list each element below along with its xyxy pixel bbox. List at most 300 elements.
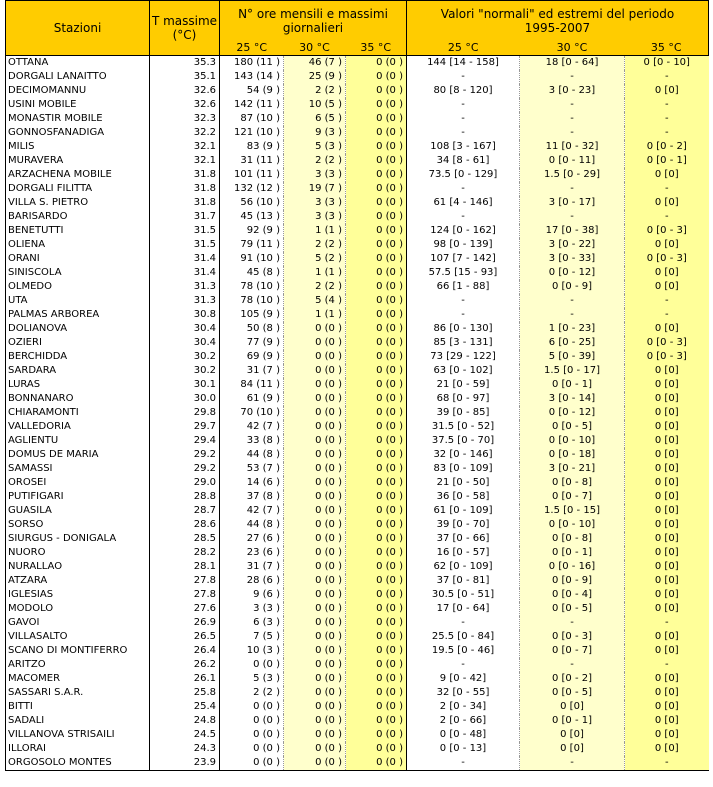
normal-30: 0 [0 - 5] xyxy=(520,602,625,616)
tmax-value: 32.1 xyxy=(150,140,220,154)
hours-25: 7 (5 ) xyxy=(220,630,284,644)
table-row xyxy=(6,126,709,140)
normal-25: 2 [0 - 66] xyxy=(407,714,520,728)
station-name: SINISCOLA xyxy=(6,266,150,280)
hours-35: 0 (0 ) xyxy=(346,168,407,182)
normal-30: 3 [0 - 33] xyxy=(520,252,625,266)
hours-30: 6 (5 ) xyxy=(284,112,346,126)
hours-35: 0 (0 ) xyxy=(346,112,407,126)
hours-35: 0 (0 ) xyxy=(346,616,407,630)
normal-25: 107 [7 - 142] xyxy=(407,252,520,266)
normal-25: 37 [0 - 81] xyxy=(407,574,520,588)
tmax-value: 35.3 xyxy=(150,55,220,70)
tmax-value: 30.1 xyxy=(150,378,220,392)
normal-35: - xyxy=(625,294,709,308)
normal-25: 61 [0 - 109] xyxy=(407,504,520,518)
tmax-value: 29.2 xyxy=(150,462,220,476)
hours-30: 0 (0 ) xyxy=(284,742,346,756)
normal-30: - xyxy=(520,308,625,322)
normal-35: 0 [0] xyxy=(625,238,709,252)
normal-30: 18 [0 - 64] xyxy=(520,55,625,70)
table-row xyxy=(6,210,709,224)
station-name: BARISARDO xyxy=(6,210,150,224)
normal-35: 0 [0] xyxy=(625,630,709,644)
hours-25: 70 (10 ) xyxy=(220,406,284,420)
hours-25: 0 (0 ) xyxy=(220,700,284,714)
hours-30: 0 (0 ) xyxy=(284,644,346,658)
normal-30: 0 [0] xyxy=(520,728,625,742)
header-normal-25: 25 °C xyxy=(407,41,520,56)
normal-35: 0 [0 - 3] xyxy=(625,350,709,364)
hours-35: 0 (0 ) xyxy=(346,238,407,252)
hours-30: 0 (0 ) xyxy=(284,476,346,490)
normal-25: - xyxy=(407,658,520,672)
normal-25: 39 [0 - 70] xyxy=(407,518,520,532)
table-row xyxy=(6,504,709,518)
normal-25: 32 [0 - 55] xyxy=(407,686,520,700)
table-row xyxy=(6,112,709,126)
hours-35: 0 (0 ) xyxy=(346,756,407,771)
hours-35: 0 (0 ) xyxy=(346,630,407,644)
normal-30: - xyxy=(520,616,625,630)
hours-35: 0 (0 ) xyxy=(346,126,407,140)
hours-35: 0 (0 ) xyxy=(346,308,407,322)
hours-30: 0 (0 ) xyxy=(284,462,346,476)
normal-30: 0 [0 - 4] xyxy=(520,588,625,602)
hours-35: 0 (0 ) xyxy=(346,574,407,588)
normal-30: 1.5 [0 - 29] xyxy=(520,168,625,182)
table-container xyxy=(5,0,709,771)
table-row xyxy=(6,168,709,182)
normal-25: 30.5 [0 - 51] xyxy=(407,588,520,602)
station-name: BERCHIDDA xyxy=(6,350,150,364)
station-name: ARZACHENA MOBILE xyxy=(6,168,150,182)
hours-35: 0 (0 ) xyxy=(346,434,407,448)
hours-25: 42 (7 ) xyxy=(220,504,284,518)
station-name: BONNANARO xyxy=(6,392,150,406)
table-row xyxy=(6,350,709,364)
normal-25: 66 [1 - 88] xyxy=(407,280,520,294)
table-row xyxy=(6,490,709,504)
hours-35: 0 (0 ) xyxy=(346,518,407,532)
table-row xyxy=(6,644,709,658)
hours-35: 0 (0 ) xyxy=(346,658,407,672)
station-name: LURAS xyxy=(6,378,150,392)
normal-35: 0 [0] xyxy=(625,574,709,588)
normal-30: 0 [0 - 1] xyxy=(520,378,625,392)
tmax-value: 35.1 xyxy=(150,70,220,84)
normal-25: - xyxy=(407,126,520,140)
hours-30: 0 (0 ) xyxy=(284,350,346,364)
tmax-value: 30.2 xyxy=(150,350,220,364)
table-row xyxy=(6,378,709,392)
table-row xyxy=(6,742,709,756)
normal-25: 21 [0 - 50] xyxy=(407,476,520,490)
station-name: DORGALI FILITTA xyxy=(6,182,150,196)
station-name: MACOMER xyxy=(6,672,150,686)
hours-35: 0 (0 ) xyxy=(346,504,407,518)
table-row xyxy=(6,700,709,714)
normal-30: - xyxy=(520,182,625,196)
hours-30: 9 (3 ) xyxy=(284,126,346,140)
table-row xyxy=(6,98,709,112)
hours-30: 5 (2 ) xyxy=(284,252,346,266)
normal-35: - xyxy=(625,210,709,224)
table-row xyxy=(6,518,709,532)
normal-25: 37 [0 - 66] xyxy=(407,532,520,546)
station-name: UTA xyxy=(6,294,150,308)
normal-35: 0 [0 - 2] xyxy=(625,140,709,154)
normal-25: 108 [3 - 167] xyxy=(407,140,520,154)
hours-30: 0 (0 ) xyxy=(284,322,346,336)
normal-30: 0 [0 - 1] xyxy=(520,714,625,728)
normal-30: 1 [0 - 23] xyxy=(520,322,625,336)
table-row xyxy=(6,560,709,574)
hours-30: 5 (4 ) xyxy=(284,294,346,308)
normal-35: - xyxy=(625,70,709,84)
normal-25: 73 [29 - 122] xyxy=(407,350,520,364)
station-name: DECIMOMANNU xyxy=(6,84,150,98)
tmax-value: 25.8 xyxy=(150,686,220,700)
table-row xyxy=(6,574,709,588)
station-name: VALLEDORIA xyxy=(6,420,150,434)
normal-35: 0 [0] xyxy=(625,84,709,98)
hours-30: 46 (7 ) xyxy=(284,55,346,70)
table-row xyxy=(6,616,709,630)
hours-35: 0 (0 ) xyxy=(346,140,407,154)
hours-35: 0 (0 ) xyxy=(346,210,407,224)
header-hours-30: 30 °C xyxy=(284,41,346,56)
station-name: SIURGUS - DONIGALA xyxy=(6,532,150,546)
hours-30: 0 (0 ) xyxy=(284,392,346,406)
normal-35: 0 [0] xyxy=(625,420,709,434)
normal-35: 0 [0] xyxy=(625,168,709,182)
hours-35: 0 (0 ) xyxy=(346,378,407,392)
normal-30: 0 [0 - 1] xyxy=(520,546,625,560)
table-row xyxy=(6,630,709,644)
hours-25: 31 (11 ) xyxy=(220,154,284,168)
hours-35: 0 (0 ) xyxy=(346,154,407,168)
hours-30: 0 (0 ) xyxy=(284,364,346,378)
normal-25: 85 [3 - 131] xyxy=(407,336,520,350)
station-name: NUORO xyxy=(6,546,150,560)
station-name: VILLA S. PIETRO xyxy=(6,196,150,210)
tmax-value: 29.7 xyxy=(150,420,220,434)
table-row xyxy=(6,364,709,378)
normal-30: 0 [0 - 11] xyxy=(520,154,625,168)
hours-30: 0 (0 ) xyxy=(284,602,346,616)
normal-35: 0 [0] xyxy=(625,462,709,476)
tmax-value: 27.6 xyxy=(150,602,220,616)
normal-25: - xyxy=(407,308,520,322)
station-name: SORSO xyxy=(6,518,150,532)
station-name: PUTIFIGARI xyxy=(6,490,150,504)
hours-35: 0 (0 ) xyxy=(346,490,407,504)
hours-35: 0 (0 ) xyxy=(346,336,407,350)
hours-35: 0 (0 ) xyxy=(346,602,407,616)
normal-25: 36 [0 - 58] xyxy=(407,490,520,504)
hours-25: 78 (10 ) xyxy=(220,280,284,294)
hours-30: 0 (0 ) xyxy=(284,686,346,700)
normal-35: - xyxy=(625,616,709,630)
header-stations: Stazioni xyxy=(6,1,150,56)
table-row xyxy=(6,658,709,672)
table-row xyxy=(6,308,709,322)
hours-35: 0 (0 ) xyxy=(346,252,407,266)
hours-30: 0 (0 ) xyxy=(284,518,346,532)
hours-35: 0 (0 ) xyxy=(346,742,407,756)
hours-25: 44 (8 ) xyxy=(220,518,284,532)
station-name: DOLIANOVA xyxy=(6,322,150,336)
hours-25: 61 (9 ) xyxy=(220,392,284,406)
tmax-value: 32.6 xyxy=(150,98,220,112)
normal-35: 0 [0] xyxy=(625,280,709,294)
tmax-value: 28.5 xyxy=(150,532,220,546)
hours-35: 0 (0 ) xyxy=(346,182,407,196)
temperature-table xyxy=(5,0,709,771)
hours-30: 2 (2 ) xyxy=(284,280,346,294)
normal-30: 0 [0 - 7] xyxy=(520,490,625,504)
tmax-value: 31.4 xyxy=(150,266,220,280)
hours-30: 0 (0 ) xyxy=(284,588,346,602)
hours-35: 0 (0 ) xyxy=(346,644,407,658)
hours-25: 14 (6 ) xyxy=(220,476,284,490)
normal-25: 86 [0 - 130] xyxy=(407,322,520,336)
tmax-value: 30.8 xyxy=(150,308,220,322)
normal-35: 0 [0] xyxy=(625,448,709,462)
normal-30: - xyxy=(520,294,625,308)
hours-35: 0 (0 ) xyxy=(346,280,407,294)
station-name: CHIARAMONTI xyxy=(6,406,150,420)
hours-30: 3 (3 ) xyxy=(284,196,346,210)
normal-35: 0 [0 - 1] xyxy=(625,154,709,168)
normal-25: 0 [0 - 48] xyxy=(407,728,520,742)
normal-35: 0 [0] xyxy=(625,532,709,546)
tmax-value: 30.4 xyxy=(150,336,220,350)
table-row xyxy=(6,434,709,448)
header-hours: N° ore mensili e massimi giornalieri xyxy=(220,1,407,41)
hours-30: 0 (0 ) xyxy=(284,672,346,686)
hours-35: 0 (0 ) xyxy=(346,700,407,714)
hours-25: 33 (8 ) xyxy=(220,434,284,448)
tmax-value: 30.4 xyxy=(150,322,220,336)
normal-35: 0 [0] xyxy=(625,742,709,756)
normal-35: 0 [0] xyxy=(625,490,709,504)
station-name: OLMEDO xyxy=(6,280,150,294)
table-row xyxy=(6,672,709,686)
table-row xyxy=(6,546,709,560)
normal-30: 0 [0 - 3] xyxy=(520,630,625,644)
hours-30: 0 (0 ) xyxy=(284,504,346,518)
hours-25: 77 (9 ) xyxy=(220,336,284,350)
table-row xyxy=(6,154,709,168)
hours-25: 10 (3 ) xyxy=(220,644,284,658)
hours-25: 105 (9 ) xyxy=(220,308,284,322)
normal-25: 63 [0 - 102] xyxy=(407,364,520,378)
hours-25: 0 (0 ) xyxy=(220,756,284,771)
hours-25: 45 (8 ) xyxy=(220,266,284,280)
station-name: GUASILA xyxy=(6,504,150,518)
hours-30: 5 (3 ) xyxy=(284,140,346,154)
normal-30: 0 [0 - 7] xyxy=(520,644,625,658)
header-tmax: T massime (°C) xyxy=(150,1,220,56)
station-name: MONASTIR MOBILE xyxy=(6,112,150,126)
hours-25: 0 (0 ) xyxy=(220,658,284,672)
hours-30: 0 (0 ) xyxy=(284,728,346,742)
hours-30: 2 (2 ) xyxy=(284,154,346,168)
tmax-value: 28.2 xyxy=(150,546,220,560)
hours-30: 0 (0 ) xyxy=(284,490,346,504)
hours-30: 0 (0 ) xyxy=(284,378,346,392)
normal-25: - xyxy=(407,210,520,224)
normal-30: 11 [0 - 32] xyxy=(520,140,625,154)
station-name: IGLESIAS xyxy=(6,588,150,602)
normal-25: - xyxy=(407,616,520,630)
hours-25: 45 (13 ) xyxy=(220,210,284,224)
station-name: ORANI xyxy=(6,252,150,266)
hours-25: 53 (7 ) xyxy=(220,462,284,476)
table-row xyxy=(6,728,709,742)
tmax-value: 29.8 xyxy=(150,406,220,420)
hours-35: 0 (0 ) xyxy=(346,224,407,238)
station-name: GAVOI xyxy=(6,616,150,630)
hours-30: 10 (5 ) xyxy=(284,98,346,112)
station-name: DOMUS DE MARIA xyxy=(6,448,150,462)
tmax-value: 26.4 xyxy=(150,644,220,658)
normal-25: 9 [0 - 42] xyxy=(407,672,520,686)
hours-35: 0 (0 ) xyxy=(346,196,407,210)
normal-35: 0 [0] xyxy=(625,392,709,406)
hours-25: 143 (14 ) xyxy=(220,70,284,84)
tmax-value: 32.2 xyxy=(150,126,220,140)
normal-25: 2 [0 - 34] xyxy=(407,700,520,714)
hours-35: 0 (0 ) xyxy=(346,532,407,546)
station-name: SASSARI S.A.R. xyxy=(6,686,150,700)
header-normal-35: 35 °C xyxy=(625,41,709,56)
station-name: GONNOSFANADIGA xyxy=(6,126,150,140)
normal-25: - xyxy=(407,182,520,196)
normal-30: 17 [0 - 38] xyxy=(520,224,625,238)
hours-25: 44 (8 ) xyxy=(220,448,284,462)
normal-30: 0 [0 - 8] xyxy=(520,476,625,490)
normal-25: 34 [8 - 61] xyxy=(407,154,520,168)
station-name: VILLASALTO xyxy=(6,630,150,644)
normal-30: 0 [0 - 5] xyxy=(520,420,625,434)
normal-30: 0 [0 - 12] xyxy=(520,406,625,420)
hours-25: 79 (11 ) xyxy=(220,238,284,252)
hours-35: 0 (0 ) xyxy=(346,546,407,560)
tmax-value: 31.3 xyxy=(150,280,220,294)
station-name: NURALLAO xyxy=(6,560,150,574)
normal-35: - xyxy=(625,308,709,322)
hours-25: 180 (11 ) xyxy=(220,55,284,70)
normal-25: 61 [4 - 146] xyxy=(407,196,520,210)
station-name: PALMAS ARBOREA xyxy=(6,308,150,322)
normal-35: 0 [0] xyxy=(625,476,709,490)
station-name: ARITZO xyxy=(6,658,150,672)
hours-25: 0 (0 ) xyxy=(220,728,284,742)
tmax-value: 32.3 xyxy=(150,112,220,126)
hours-25: 31 (7 ) xyxy=(220,364,284,378)
normal-35: 0 [0 - 3] xyxy=(625,224,709,238)
tmax-value: 28.6 xyxy=(150,518,220,532)
normal-35: 0 [0] xyxy=(625,322,709,336)
table-row xyxy=(6,70,709,84)
tmax-value: 23.9 xyxy=(150,756,220,771)
hours-25: 2 (2 ) xyxy=(220,686,284,700)
station-name: AGLIENTU xyxy=(6,434,150,448)
tmax-value: 30.0 xyxy=(150,392,220,406)
hours-25: 84 (11 ) xyxy=(220,378,284,392)
normal-35: 0 [0] xyxy=(625,504,709,518)
header-hours-35: 35 °C xyxy=(346,41,407,56)
station-name: BITTI xyxy=(6,700,150,714)
normal-25: 37.5 [0 - 70] xyxy=(407,434,520,448)
normal-30: - xyxy=(520,126,625,140)
normal-35: 0 [0] xyxy=(625,266,709,280)
normal-30: 0 [0 - 8] xyxy=(520,532,625,546)
hours-30: 0 (0 ) xyxy=(284,658,346,672)
table-row xyxy=(6,392,709,406)
hours-35: 0 (0 ) xyxy=(346,560,407,574)
normal-30: 1.5 [0 - 15] xyxy=(520,504,625,518)
normal-30: 0 [0 - 9] xyxy=(520,280,625,294)
normal-35: 0 [0] xyxy=(625,406,709,420)
hours-30: 19 (7 ) xyxy=(284,182,346,196)
normal-25: 57.5 [15 - 93] xyxy=(407,266,520,280)
tmax-value: 25.4 xyxy=(150,700,220,714)
normal-25: - xyxy=(407,756,520,771)
hours-30: 0 (0 ) xyxy=(284,700,346,714)
tmax-value: 31.8 xyxy=(150,182,220,196)
station-name: DORGALI LANAITTO xyxy=(6,70,150,84)
hours-35: 0 (0 ) xyxy=(346,672,407,686)
table-row xyxy=(6,294,709,308)
table-row xyxy=(6,476,709,490)
tmax-value: 31.5 xyxy=(150,224,220,238)
station-name: MILIS xyxy=(6,140,150,154)
normal-30: 3 [0 - 23] xyxy=(520,84,625,98)
normal-25: 62 [0 - 109] xyxy=(407,560,520,574)
hours-35: 0 (0 ) xyxy=(346,714,407,728)
hours-30: 0 (0 ) xyxy=(284,406,346,420)
hours-35: 0 (0 ) xyxy=(346,420,407,434)
normal-30: 0 [0 - 2] xyxy=(520,672,625,686)
hours-35: 0 (0 ) xyxy=(346,406,407,420)
tmax-value: 31.7 xyxy=(150,210,220,224)
hours-25: 6 (3 ) xyxy=(220,616,284,630)
table-row xyxy=(6,686,709,700)
table-row xyxy=(6,140,709,154)
hours-30: 1 (1 ) xyxy=(284,308,346,322)
tmax-value: 26.5 xyxy=(150,630,220,644)
normal-30: - xyxy=(520,70,625,84)
hours-30: 0 (0 ) xyxy=(284,616,346,630)
hours-30: 0 (0 ) xyxy=(284,336,346,350)
table-row xyxy=(6,602,709,616)
normal-25: 21 [0 - 59] xyxy=(407,378,520,392)
table-row xyxy=(6,462,709,476)
tmax-value: 31.8 xyxy=(150,196,220,210)
normal-35: 0 [0] xyxy=(625,714,709,728)
station-name: SARDARA xyxy=(6,364,150,378)
normal-30: 0 [0 - 12] xyxy=(520,266,625,280)
hours-25: 3 (3 ) xyxy=(220,602,284,616)
hours-35: 0 (0 ) xyxy=(346,686,407,700)
station-name: SADALI xyxy=(6,714,150,728)
hours-30: 0 (0 ) xyxy=(284,420,346,434)
normal-35: 0 [0] xyxy=(625,602,709,616)
